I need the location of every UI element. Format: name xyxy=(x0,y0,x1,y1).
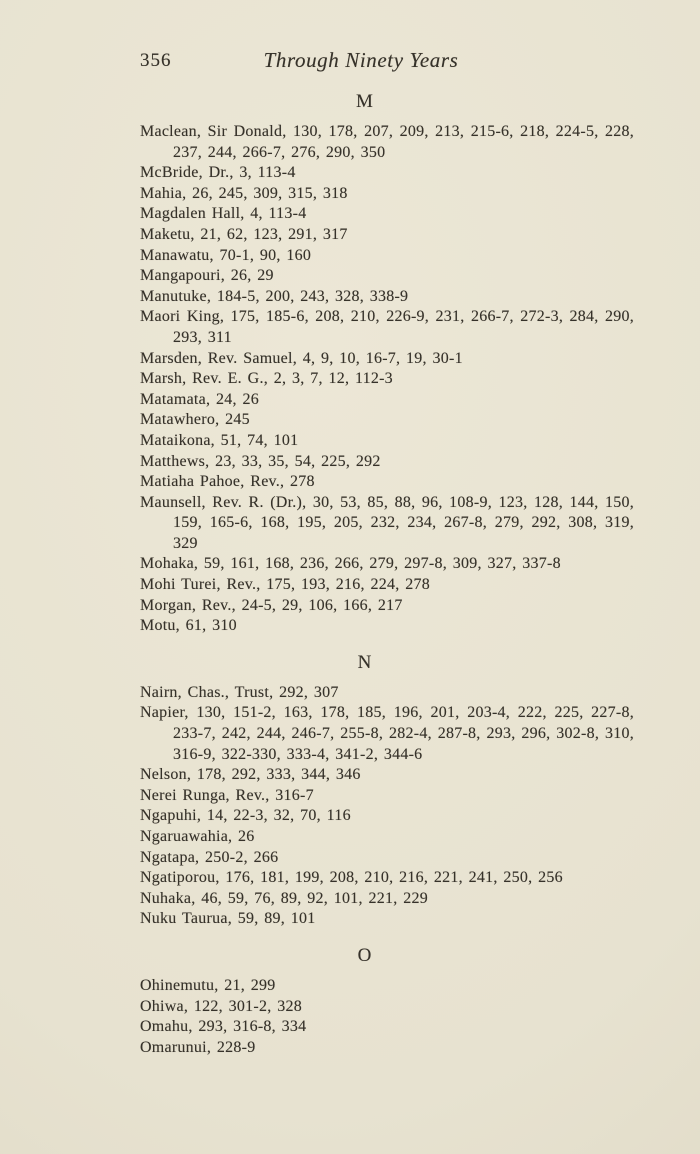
index-entry: Ngatiporou, 176, 181, 199, 208, 210, 216, 221, 241, 250, 256 xyxy=(140,869,563,887)
index-entry: Matawhero, 245 xyxy=(140,411,250,429)
index-entry: Marsden, Rev. Samuel, 4, 9, 10, 16-7, 19, 30-1 xyxy=(140,349,463,367)
index-entry: Mohaka, 59, 161, 168, 236, 266, 279, 297-8, 309, 327, 337-8 xyxy=(140,555,561,573)
section-heading-o: O xyxy=(357,944,373,966)
index-entry: Ngaruawahia, 26 xyxy=(140,828,255,845)
index-entry: Omahu, 293, 316-8, 334 xyxy=(140,1018,307,1036)
index-entry: Maori King, 175, 185-6, 208, 210, 226-9, 231, 266-7, 272-3, 284, 290, 293, 311 xyxy=(140,308,634,346)
index-entry: Mangapouri, 26, 29 xyxy=(140,267,274,285)
index-entry: Manawatu, 70-1, 90, 160 xyxy=(140,246,312,264)
book-title: Through Ninety Years xyxy=(263,48,459,72)
index-entry: Ohiwa, 122, 301-2, 328 xyxy=(140,997,302,1015)
index-entry: Nuku Taurua, 59, 89, 101 xyxy=(140,910,316,928)
index-entry: McBride, Dr., 3, 113-4 xyxy=(140,164,296,182)
page-number: 356 xyxy=(140,50,172,71)
index-entry: Magdalen Hall, 4, 113-4 xyxy=(140,205,307,223)
index-entry: Matthews, 23, 33, 35, 54, 225, 292 xyxy=(140,452,381,470)
index-entry: Mataikona, 51, 74, 101 xyxy=(140,431,299,449)
index-entry: Nelson, 178, 292, 333, 344, 346 xyxy=(140,766,361,784)
index-entry: Marsh, Rev. E. G., 2, 3, 7, 12, 112-3 xyxy=(140,370,393,388)
index-entry: Nairn, Chas., Trust, 292, 307 xyxy=(140,683,339,701)
index-entry: Nerei Runga, Rev., 316-7 xyxy=(140,786,314,804)
index-entry: Mahia, 26, 245, 309, 315, 318 xyxy=(140,184,348,202)
index-entry: Maketu, 21, 62, 123, 291, 317 xyxy=(140,225,348,243)
index-entry: Ohinemutu, 21, 299 xyxy=(140,976,276,994)
index-entry: Omarunui, 228-9 xyxy=(140,1038,256,1056)
index-entry: Maunsell, Rev. R. (Dr.), 30, 53, 85, 88, 96, 108-9, 123, 128, 144, 150, 159, 165-6, 168, 195, 205, 232, 234, 267-8, 279, 292, 308, 319, 329 xyxy=(140,493,634,552)
section-heading-n: N xyxy=(357,651,373,673)
index-entry: Manutuke, 184-5, 200, 243, 328, 338-9 xyxy=(140,287,409,305)
index-entry: Napier, 130, 151-2, 163, 178, 185, 196, 201, 203-4, 222, 225, 227-8, 233-7, 242, 244, 246-7, 255-8, 282-4, 287-8, 293, 296, 302-8, 310, 316-9, 322-330, 333-4, 341-2, 344-6 xyxy=(140,704,634,763)
index-entry: Matamata, 24, 26 xyxy=(140,390,259,408)
index-entry: Maclean, Sir Donald, 130, 178, 207, 209, 213, 215-6, 218, 224-5, 228, 237, 244, 266-7, 276, 290, 350 xyxy=(140,123,634,161)
page-header xyxy=(140,48,634,76)
index-entry: Matiaha Pahoe, Rev., 278 xyxy=(140,473,315,491)
section-heading-m: M xyxy=(356,91,374,112)
index-entry: Ngapuhi, 14, 22-3, 32, 70, 116 xyxy=(140,807,351,825)
index-entry: Morgan, Rev., 24-5, 29, 106, 166, 217 xyxy=(140,596,403,614)
index-entry: Mohi Turei, Rev., 175, 193, 216, 224, 278 xyxy=(140,576,430,594)
index-entry: Ngatapa, 250-2, 266 xyxy=(140,848,279,866)
index-entry: Nuhaka, 46, 59, 76, 89, 92, 101, 221, 229 xyxy=(140,889,429,907)
index-entry: Motu, 61, 310 xyxy=(140,617,237,635)
index-sections xyxy=(140,91,634,1058)
